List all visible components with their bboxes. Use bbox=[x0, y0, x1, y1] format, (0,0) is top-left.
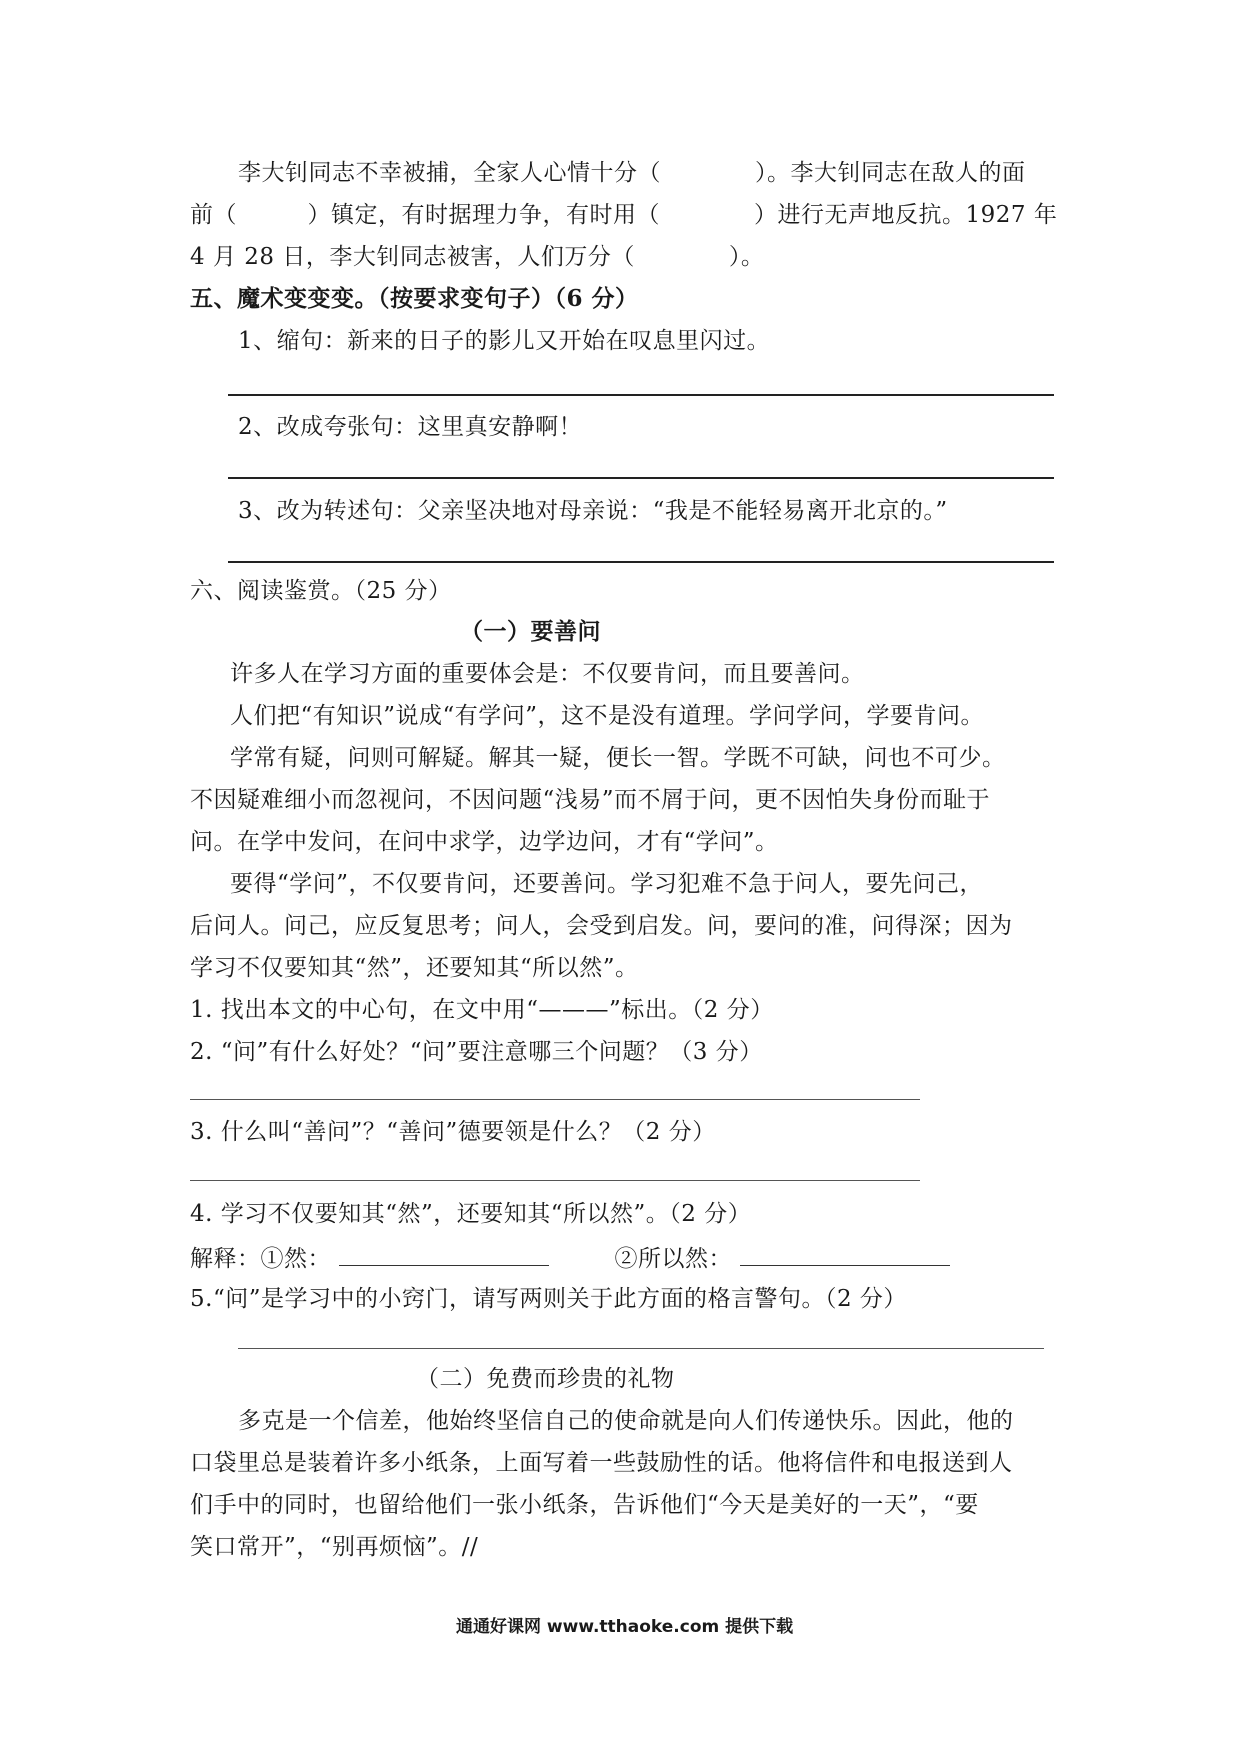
section-5-title: 五、魔术变变变。（按要求变句子）（6 分） bbox=[190, 285, 639, 312]
q4-explain-label-1: 解释：①然： bbox=[190, 1246, 331, 1272]
reading-q5: 5.“问”是学习中的小窍门，请写两则关于此方面的格言警句。（2 分） bbox=[190, 1286, 907, 1312]
section-5-q1: 1、缩句：新来的日子的影儿又开始在叹息里闪过。 bbox=[238, 328, 771, 354]
answer-line-q3[interactable] bbox=[228, 561, 1054, 563]
q4-explain-label-2: ②所以然： bbox=[614, 1246, 732, 1272]
reading-q2: 2. “问”有什么好处？“问”要注意哪三个问题？（3 分） bbox=[190, 1039, 763, 1065]
reading-q4-explain bbox=[190, 1243, 950, 1274]
passage-1-p3-line3: 问。在学中发问，在问中求学，边学边问，才有“学问”。 bbox=[190, 829, 779, 855]
passage-2-line2: 口袋里总是装着许多小纸条，上面写着一些鼓励性的话。他将信件和电报送到人 bbox=[190, 1450, 1013, 1476]
reading-q3: 3. 什么叫“善问”？“善问”德要领是什么？（2 分） bbox=[190, 1119, 716, 1145]
section-5-q2: 2、改成夸张句：这里真安静啊！ bbox=[238, 414, 583, 440]
passage-1-p2: 人们把“有知识”说成“有学问”，这不是没有道理。学问学问，学要肯问。 bbox=[230, 703, 985, 729]
passage-line-1: 李大钊同志不幸被捕，全家人心情十分（ ）。李大钊同志在敌人的面 bbox=[238, 160, 1026, 186]
passage-2-line1: 多克是一个信差，他始终坚信自己的使命就是向人们传递快乐。因此，他的 bbox=[238, 1408, 1014, 1434]
passage-2-title: （二）免费而珍贵的礼物 bbox=[416, 1366, 675, 1392]
passage-1-p4-line1: 要得“学问”，不仅要肯问，还要善问。学习犯难不急于问人，要先问己， bbox=[230, 871, 984, 897]
passage-line-2: 前（ ）镇定，有时据理力争，有时用（ ）进行无声地反抗。1927 年 bbox=[190, 202, 1058, 228]
footer-text: 通通好课网 www.tthaoke.com 提供下载 bbox=[456, 1617, 794, 1637]
passage-line-3: 4 月 28 日，李大钊同志被害，人们万分（ ）。 bbox=[190, 244, 765, 270]
passage-1-p4-line3: 学习不仅要知其“然”，还要知其“所以然”。 bbox=[190, 955, 639, 981]
answer-line-reading-q5[interactable] bbox=[238, 1348, 1044, 1349]
q4-blank-ran[interactable] bbox=[339, 1243, 549, 1266]
answer-line-q1[interactable] bbox=[228, 394, 1054, 396]
answer-line-reading-q2[interactable] bbox=[190, 1099, 920, 1100]
reading-q1: 1. 找出本文的中心句，在文中用“———”标出。（2 分） bbox=[190, 997, 774, 1023]
answer-line-reading-q3[interactable] bbox=[190, 1180, 920, 1181]
section-5-q3: 3、改为转述句：父亲坚决地对母亲说：“我是不能轻易离开北京的。” bbox=[238, 498, 948, 524]
answer-line-q2[interactable] bbox=[228, 477, 1054, 479]
passage-2-line4: 笑口常开”，“别再烦恼”。// bbox=[190, 1534, 479, 1560]
passage-1-p4-line2: 后问人。问己，应反复思考；问人，会受到启发。问，要问的准，问得深；因为 bbox=[190, 913, 1013, 939]
passage-1-title: （一）要善问 bbox=[460, 618, 601, 645]
passage-1-p1: 许多人在学习方面的重要体会是：不仅要肯问，而且要善问。 bbox=[230, 661, 865, 687]
section-6-title: 六、阅读鉴赏。（25 分） bbox=[190, 578, 452, 604]
reading-q4: 4. 学习不仅要知其“然”，还要知其“所以然”。（2 分） bbox=[190, 1201, 752, 1227]
passage-2-line3: 们手中的同时，也留给他们一张小纸条，告诉他们“今天是美好的一天”，“要 bbox=[190, 1492, 979, 1518]
passage-1-p3-line1: 学常有疑，问则可解疑。解其一疑，便长一智。学既不可缺，问也不可少。 bbox=[230, 745, 1006, 771]
passage-1-p3-line2: 不因疑难细小而忽视问，不因问题“浅易”而不屑于问，更不因怕失身份而耻于 bbox=[190, 787, 991, 813]
q4-blank-suoyiran[interactable] bbox=[740, 1243, 950, 1266]
